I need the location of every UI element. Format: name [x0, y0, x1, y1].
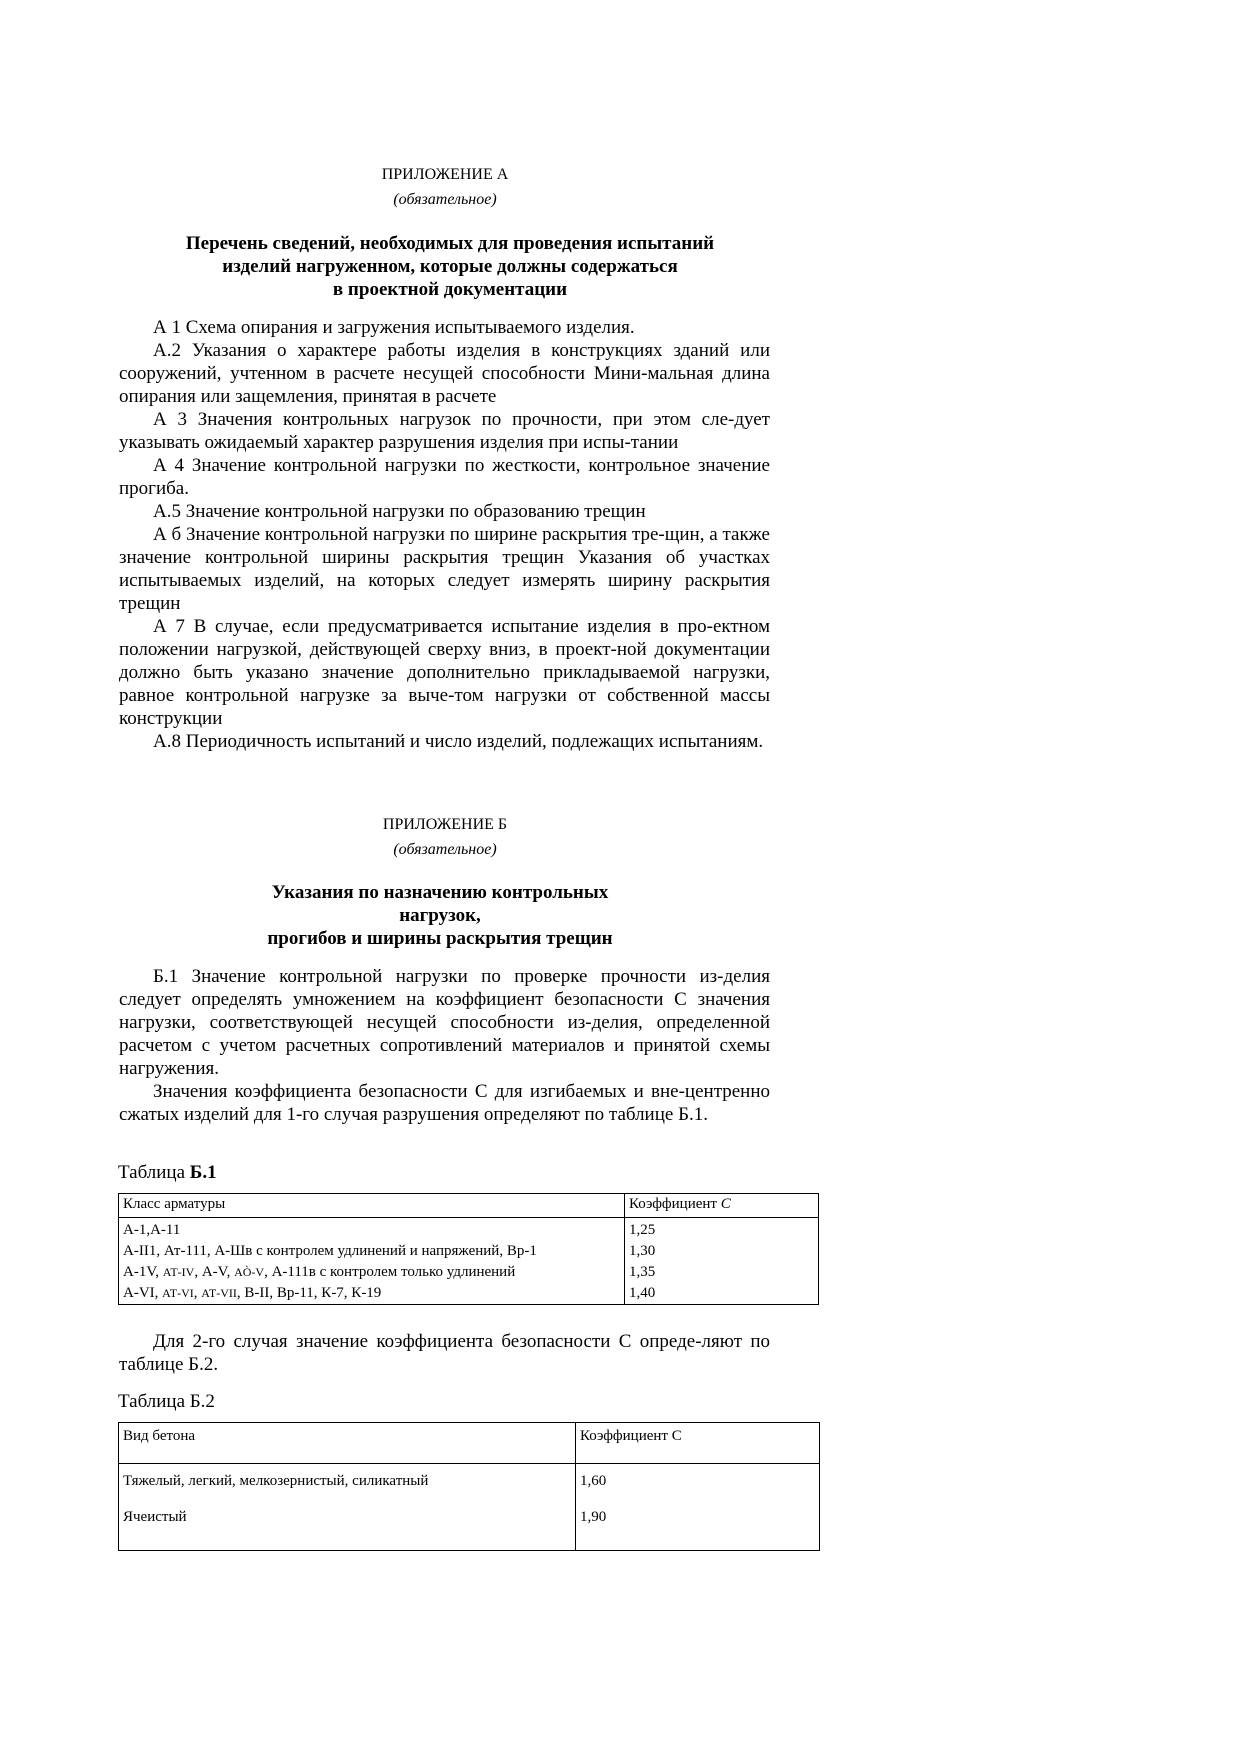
appendix-b-status: (обязательное): [393, 841, 497, 858]
appendix-a-items: [119, 316, 770, 753]
appendix-b-title-line-3: прогибов и ширины раскрытия трещин: [267, 928, 613, 949]
table-cell-coefficient: 1,90: [576, 1504, 820, 1551]
class-part: АТ-VI: [162, 1286, 194, 1300]
appendix-a-title-line-2: изделий нагруженном, которые должны содержаться: [222, 256, 678, 277]
class-part: АТ-IV: [162, 1265, 195, 1279]
class-part: АÒ-V: [234, 1265, 265, 1279]
table-cell-coefficient: 1,25: [625, 1218, 819, 1242]
appendix-a-title-line-3: в проектной документации: [332, 279, 568, 300]
appendix-a-title-line-1: Перечень сведений, необходимых для проведения испытаний: [185, 233, 715, 254]
appendix-b-title: [100, 881, 780, 950]
appendix-a-status: (обязательное): [393, 191, 497, 208]
table-row: [119, 1262, 819, 1283]
appendix-a-item: А 4 Значение контрольной нагрузки по жесткости, контрольное значение прогиба.: [119, 455, 770, 499]
appendix-a-item: А.2 Указания о характере работы изделия в конструкциях зданий или сооружений, учтенном в расчете несущей способности Мини-мальная длина опирания или защемления, принятая в расчете: [119, 340, 770, 407]
table-cell-class: [119, 1262, 625, 1283]
class-part: АТ-VII: [201, 1286, 237, 1300]
table-row: [119, 1504, 820, 1551]
table-cell-concrete: Ячеистый: [119, 1504, 576, 1551]
table-cell-coefficient: 1,60: [576, 1464, 820, 1505]
table-row: [119, 1218, 819, 1242]
paragraph-b1-note: Значения коэффициента безопасности С для изгибаемых и вне-центренно сжатых изделий для 1-го случая разрушения определяют по таблице Б.1.: [119, 1081, 770, 1125]
table-b1-header-coefficient: [625, 1194, 819, 1218]
class-part: А-1V,: [123, 1264, 163, 1280]
class-part: , В-II, Вр-11, К-7, К-19: [236, 1285, 382, 1301]
table-b1-caption-number: Б.1: [189, 1162, 217, 1183]
appendix-a-item: А 7 В случае, если предусматривается испытание изделия в про-ектном положении нагрузкой, действующей сверху вниз, в проект-ной документации должно быть указано значение дополнительно прикладываемой нагрузки, равное контрольной нагрузке за выче-том нагрузки от собственной массы конструкции: [119, 616, 770, 729]
table-b1-header-class: Класс арматуры: [119, 1194, 625, 1218]
class-part: , А-111в с контролем только удлинений: [264, 1264, 516, 1280]
appendix-a-item: А 1 Схема опирания и загружения испытываемого изделия.: [153, 317, 635, 338]
table-b2-header-coefficient: Коэффициент С: [576, 1423, 820, 1464]
class-part: ,: [193, 1285, 202, 1301]
class-part: , А-V,: [194, 1264, 235, 1280]
appendix-a-item: А б Значение контрольной нагрузки по ширине раскрытия тре-щин, а также значение контрольной ширины раскрытия трещин Указания об участках испытываемых изделий, на которых следует измерять ширину раскрытия трещин: [119, 524, 770, 614]
appendix-b-title-line-1: Указания по назначению контрольных: [271, 882, 609, 903]
table-row: [119, 1241, 819, 1262]
table-b2: [118, 1422, 820, 1551]
table-cell-class: А-II1, Ат-111, А-Шв с контролем удлинений и напряжений, Вр-1: [119, 1241, 625, 1262]
appendix-b-text-2: [119, 1330, 770, 1376]
header-coefficient-text: Коэффициент: [629, 1196, 721, 1212]
paragraph-case-2: Для 2-го случая значение коэффициента безопасности С опреде-ляют по таблице Б.2.: [119, 1331, 770, 1375]
table-cell-concrete: Тяжелый, легкий, мелкозернистый, силикатный: [119, 1464, 576, 1505]
table-row: [119, 1464, 820, 1505]
table-b2-header-concrete: Вид бетона: [119, 1423, 576, 1464]
table-b1: [118, 1193, 819, 1305]
table-cell-coefficient: 1,30: [625, 1241, 819, 1262]
appendix-a-title: [100, 232, 800, 301]
appendix-a-label: ПРИЛОЖЕНИЕ А: [381, 166, 509, 183]
table-b1-caption: [118, 1162, 217, 1184]
table-header-row: [119, 1194, 819, 1218]
table-cell-coefficient: 1,40: [625, 1283, 819, 1305]
table-b2-caption: Таблица Б.2: [118, 1391, 215, 1412]
appendix-a-item: А.5 Значение контрольной нагрузки по образованию трещин: [153, 501, 646, 522]
paragraph-b1: Б.1 Значение контрольной нагрузки по проверке прочности из-делия следует определять умножением на коэффициент безопасности С значения нагрузки, соответствующей несущей способности из-делия, определенной расчетом с учетом расчетных сопротивлений материалов и принятой схемы нагружения.: [119, 966, 770, 1079]
table-cell-class: [119, 1283, 625, 1305]
appendix-b-text: [119, 965, 770, 1126]
table-b1-caption-prefix: Таблица: [118, 1162, 190, 1183]
appendix-a-item: А.8 Периодичность испытаний и число изделий, подлежащих испытаниям.: [153, 731, 764, 752]
header-coefficient-symbol: С: [720, 1196, 731, 1212]
class-part: А-VI,: [123, 1285, 163, 1301]
table-row: [119, 1283, 819, 1305]
appendix-b-title-line-2: нагрузок,: [399, 905, 481, 926]
table-cell-coefficient: 1,35: [625, 1262, 819, 1283]
appendix-b-label: ПРИЛОЖЕНИЕ Б: [382, 816, 508, 833]
table-cell-class: А-1,А-11: [119, 1218, 625, 1242]
appendix-a-item: А 3 Значения контрольных нагрузок по прочности, при этом сле-дует указывать ожидаемый характер разрушения изделия при испы-тании: [119, 409, 770, 453]
table-header-row: [119, 1423, 820, 1464]
